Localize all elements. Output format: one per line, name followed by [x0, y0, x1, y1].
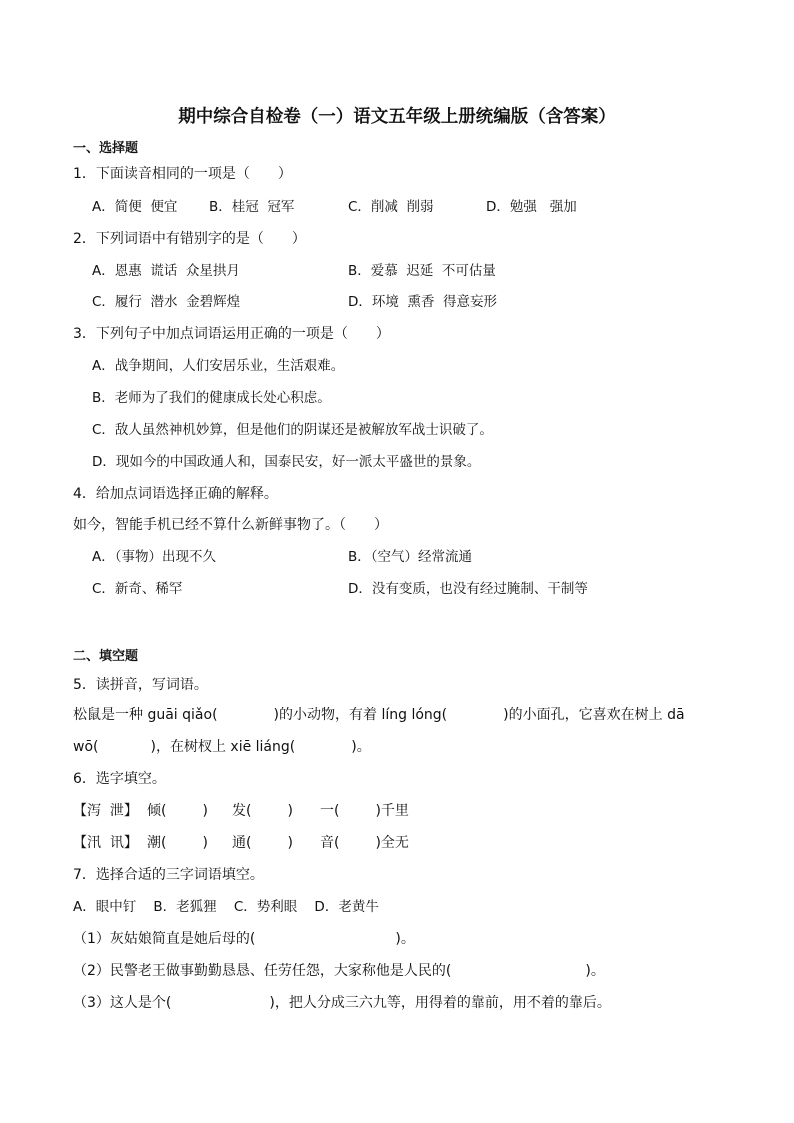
q5-paren-open: ( — [289, 739, 296, 755]
item-text: )。 — [585, 963, 605, 979]
question-4-option-d: D．没有变质，也没有经过腌制、干制等 — [348, 581, 588, 597]
word-text: 潮( — [147, 835, 167, 851]
q5-text: )，在树杈上 — [150, 739, 231, 755]
question-4-option-b: B．（空气）经常流通 — [348, 549, 473, 565]
question-3-option-a: A．战争期间，人们安居乐业，生活艰难。 — [92, 358, 345, 374]
question-6-row-2-word-1 — [147, 834, 208, 852]
question-7-item-2 — [73, 962, 605, 980]
question-1-option-b: B．桂冠 冠军 — [209, 199, 295, 215]
question-4-option-a: A．（事物）出现不久 — [92, 549, 216, 565]
question-2-option-c: C．履行 潜水 金碧辉煌 — [92, 294, 241, 310]
item-text: )。 — [395, 931, 415, 947]
question-1-option-a: A．简便 便宜 — [92, 199, 178, 215]
question-4-stem: 4．给加点词语选择正确的解释。 — [73, 486, 278, 502]
section-heading-choice: 一、选择题 — [73, 141, 139, 156]
question-7-item-1 — [73, 930, 415, 948]
word-text: )千里 — [375, 803, 409, 819]
word-text: ) — [202, 803, 208, 819]
word-text: ) — [287, 803, 293, 819]
question-6-row-2-chars: 【汛 讯】 — [73, 835, 138, 851]
question-6-row-1-word-1 — [147, 802, 208, 820]
question-5-stem: 5．读拼音，写词语。 — [73, 677, 208, 693]
question-4-sentence: 如今，智能手机已经不算什么新鲜事物了。（ ） — [73, 517, 388, 533]
question-3-option-c: C．敌人虽然神机妙算，但是他们的阴谋还是被解放军战士识破了。 — [92, 422, 493, 438]
question-5-line-1 — [73, 706, 685, 724]
pinyin-da: dā — [667, 707, 685, 723]
item-text: )，把人分成三六九等，用得着的靠前，用不着的靠后。 — [269, 995, 611, 1011]
q5-text: )。 — [351, 739, 371, 755]
word-text: ) — [202, 835, 208, 851]
item-text: （2）民警老王做事勤勤恳恳、任劳任怨，大家称他是人民的( — [73, 963, 452, 979]
question-2-option-d: D．环境 熏香 得意妄形 — [348, 294, 498, 310]
question-6-row-2-word-3 — [320, 834, 409, 852]
word-text: 音( — [320, 835, 340, 851]
q5-text: )的小动物，有着 — [273, 707, 382, 723]
section-heading-fill: 二、填空题 — [73, 649, 139, 664]
q5-paren-open: ( — [212, 707, 218, 723]
page-title: 期中综合自检卷（一）语文五年级上册统编版（含答案） — [178, 107, 616, 127]
question-7-stem: 7．选择合适的三字词语填空。 — [73, 867, 264, 883]
q5-text: )的小面孔，它喜欢在树上 — [503, 707, 668, 723]
word-text: )全无 — [375, 835, 409, 851]
q5-paren-open: ( — [93, 739, 99, 755]
question-2-option-b: B．爱慕 迟延 不可估量 — [348, 263, 496, 279]
pinyin-ling-long: líng lóng — [381, 707, 442, 723]
question-4-option-c: C．新奇、稀罕 — [92, 581, 183, 597]
question-5-line-2 — [73, 738, 371, 756]
question-1-option-c: C．削减 削弱 — [348, 199, 434, 215]
question-1-stem: 1．下面读音相同的一项是（ ） — [73, 166, 292, 182]
q5-paren-open: ( — [441, 707, 448, 723]
item-text: （3）这人是个( — [73, 995, 172, 1011]
pinyin-xie-liang: xiē liáng — [230, 739, 290, 755]
question-6-row-1-word-2 — [232, 802, 293, 820]
question-6-row-1-chars: 【泻 泄】 — [73, 803, 138, 819]
pinyin-wo: wō — [73, 739, 94, 755]
q5-text: 松鼠是一种 — [73, 707, 148, 723]
pinyin-guai-qiao: guāi qiǎo — [147, 707, 213, 723]
question-6-row-1-word-3 — [320, 802, 409, 820]
question-3-option-b: B．老师为了我们的健康成长处心积虑。 — [92, 390, 331, 406]
question-7-item-3 — [73, 994, 611, 1012]
item-text: （1）灰姑娘简直是她后母的( — [73, 931, 256, 947]
question-3-stem: 3．下列句子中加点词语运用正确的一项是（ ） — [73, 326, 390, 342]
word-text: ) — [287, 835, 293, 851]
question-1-option-d: D．勉强 强加 — [486, 199, 577, 215]
question-7-options: A．眼中钉 B．老狐狸 C．势利眼 D．老黄牛 — [73, 899, 379, 915]
word-text: 倾( — [147, 803, 167, 819]
question-6-stem: 6．选字填空。 — [73, 771, 166, 787]
question-3-option-d: D．现如今的中国政通人和，国泰民安，好一派太平盛世的景象。 — [92, 454, 481, 470]
word-text: 通( — [232, 835, 252, 851]
word-text: 一( — [320, 803, 340, 819]
question-6-row-2-word-2 — [232, 834, 293, 852]
question-2-stem: 2．下列词语中有错别字的是（ ） — [73, 231, 306, 247]
word-text: 发( — [232, 803, 252, 819]
question-2-option-a: A．恩惠 谎话 众星拱月 — [92, 263, 240, 279]
